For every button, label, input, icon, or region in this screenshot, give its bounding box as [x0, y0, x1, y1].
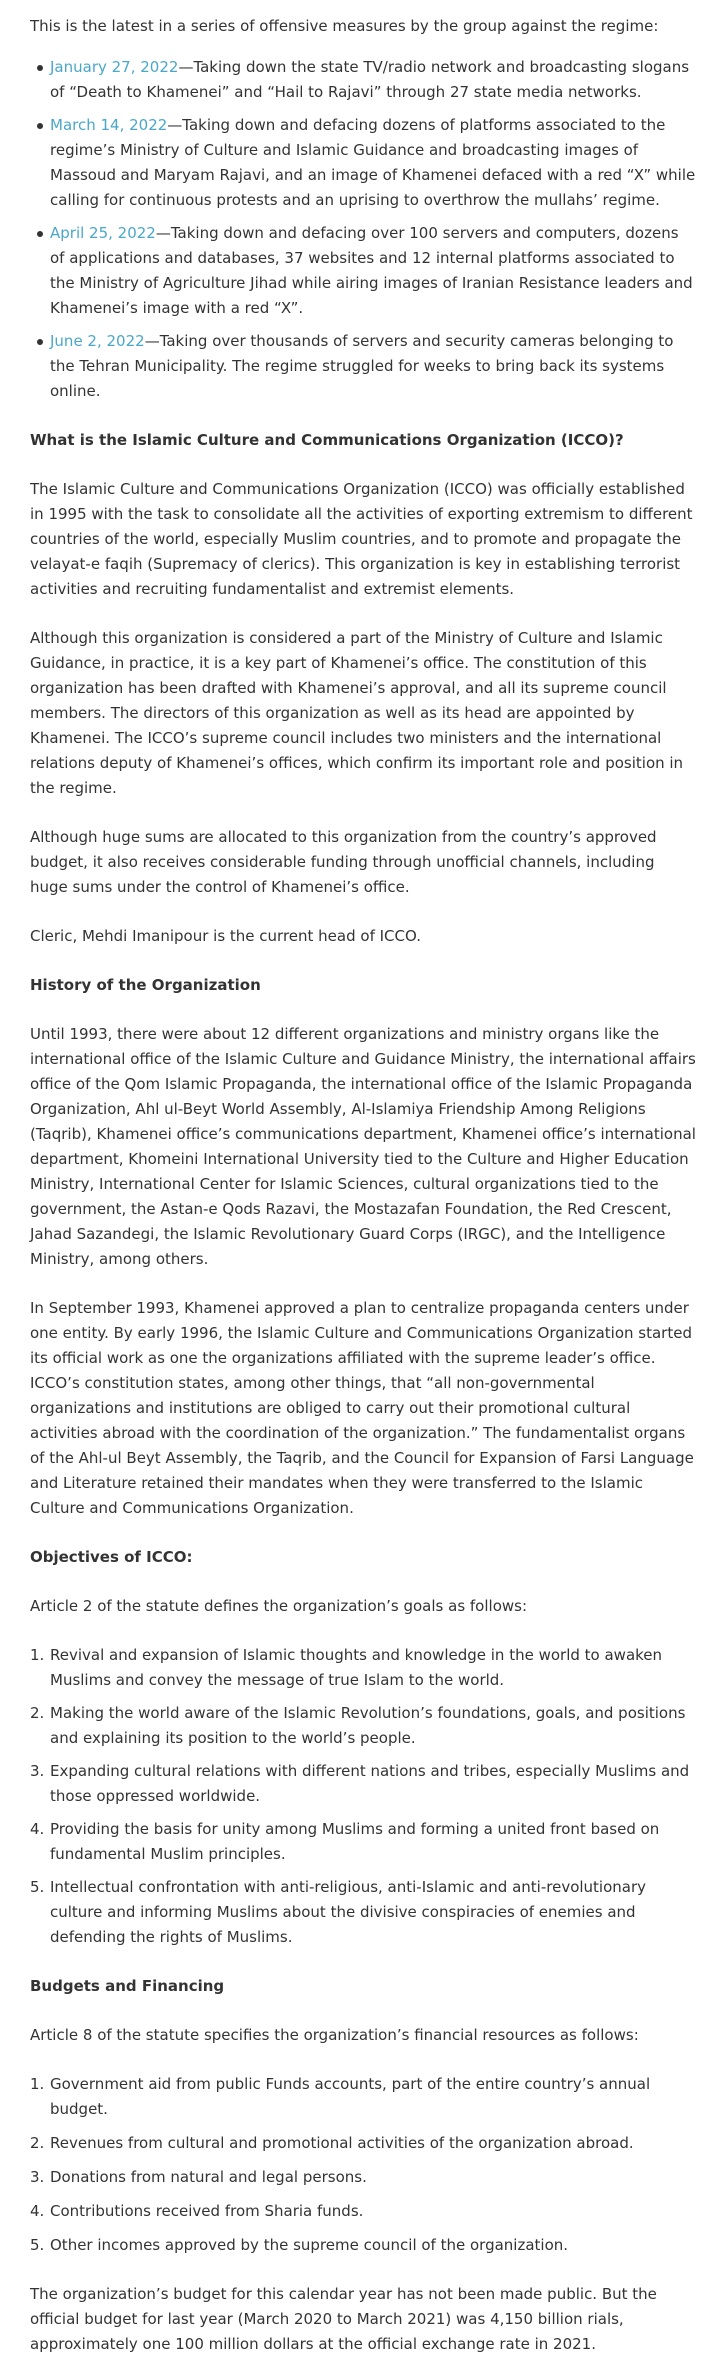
budget-closing: The organization’s budget for this calendar year has not been made public. But the official budget for last year (March 2020 to March 2021) was 4,150 billion rials, approximately one 100 million dollars at the official exchange rate in 2021.: [30, 2285, 657, 2353]
list-item: 3. Donations from natural and legal persons.: [30, 2168, 367, 2186]
objectives-list: [30, 1643, 697, 1950]
objectives-lead: Article 2 of the statute defines the organization’s goals as follows:: [30, 1597, 528, 1615]
date-link[interactable]: January 27, 2022: [50, 58, 179, 76]
list-item: 1. Revival and expansion of Islamic thoughts and knowledge in the world to awaken Muslims and convey the message of true Islam to the world.: [30, 1646, 663, 1689]
list-item: 2. Revenues from cultural and promotional activities of the organization abroad.: [30, 2134, 634, 2152]
list-item: 3. Expanding cultural relations with different nations and tribes, especially Muslims and those oppressed worldwide.: [30, 1762, 690, 1805]
list-item: 2. Making the world aware of the Islamic Revolution’s foundations, goals, and positions and explaining its position to the world’s people.: [30, 1704, 686, 1747]
date-link[interactable]: June 2, 2022: [50, 332, 145, 350]
paragraph: Until 1993, there were about 12 different organizations and ministry organs like the international office of the Islamic Culture and Guidance Ministry, the international affairs office of the Qom Islamic Propaganda, the international office of the Islamic Propaganda Organization, Ahl ul-Beyt World Assembly, Al-Islamiya Friendship Among Religions (Taqrib), Khamenei office’s communications department, Khamenei office’s international department, Khomeini International University tied to the Culture and Higher Education Ministry, International Center for Islamic Sciences, cultural organizations tied to the government, the Astan-e Qods Razavi, the Mostazafan Foundation, the Red Crescent, Jahad Sazandegi, the Islamic Revolutionary Guard Corps (IRGC), and the Intelligence Ministry, among others.: [30, 1025, 696, 1268]
list-item: 5. Intellectual confrontation with anti-religious, anti-Islamic and anti-revolutionary culture and informing Muslims about the divisive conspiracies of enemies and defending the rights of Muslims.: [30, 1878, 647, 1946]
intro-text: This is the latest in a series of offensive measures by the group against the regime:: [30, 17, 659, 35]
budget-list: [30, 2072, 697, 2258]
list-item: 5. Other incomes approved by the supreme council of the organization.: [30, 2236, 569, 2254]
list-item: 4. Contributions received from Sharia funds.: [30, 2202, 364, 2220]
list-item: 1. Government aid from public Funds accounts, part of the entire country’s annual budget.: [30, 2075, 651, 2118]
list-item: April 25, 2022—Taking down and defacing over 100 servers and computers, dozens of applications and databases, 37 websites and 12 internal platforms associated to the Ministry of Agriculture Jihad while airing images of Iranian Resistance leaders and Khamenei’s image with a red “X”.: [50, 221, 697, 321]
section-heading-icco: What is the Islamic Culture and Communications Organization (ICCO)?: [30, 431, 624, 449]
date-link[interactable]: April 25, 2022: [50, 224, 156, 242]
list-item: January 27, 2022—Taking down the state TV/radio network and broadcasting slogans of “Death to Khamenei” and “Hail to Rajavi” through 27 state media networks.: [50, 55, 697, 105]
section-heading-budget: Budgets and Financing: [30, 1977, 225, 1995]
paragraph: Cleric, Mehdi Imanipour is the current head of ICCO.: [30, 927, 421, 945]
date-link[interactable]: March 14, 2022: [50, 116, 168, 134]
list-item: June 2, 2022—Taking over thousands of servers and security cameras belonging to the Tehran Municipality. The regime struggled for weeks to bring back its systems online.: [50, 329, 697, 404]
paragraph: Although this organization is considered a part of the Ministry of Culture and Islamic Guidance, in practice, it is a key part of Khamenei’s office. The constitution of this organization has been drafted with Khamenei’s approval, and all its supreme council members. The directors of this organization as well as its head are appointed by Khamenei. The ICCO’s supreme council includes two ministers and the international relations deputy of Khamenei’s offices, which confirm its important role and position in the regime.: [30, 629, 684, 797]
list-item: 4. Providing the basis for unity among Muslims and forming a united front based on fundamental Muslim principles.: [30, 1820, 660, 1863]
paragraph: Although huge sums are allocated to this organization from the country’s approved budget, it also receives considerable funding through unofficial channels, including huge sums under the control of Khamenei’s office.: [30, 828, 657, 896]
section-heading-history: History of the Organization: [30, 976, 261, 994]
list-item: March 14, 2022—Taking down and defacing dozens of platforms associated to the regime’s Ministry of Culture and Islamic Guidance and broadcasting images of Massoud and Maryam Rajavi, and an image of Khamenei defaced with a red “X” while calling for continuous protests and an uprising to overthrow the mullahs’ regime.: [50, 113, 697, 213]
section-heading-objectives: Objectives of ICCO:: [30, 1548, 193, 1566]
attack-list: [30, 55, 697, 404]
paragraph: The Islamic Culture and Communications Organization (ICCO) was officially established in 1995 with the task to consolidate all the activities of exporting extremism to different countries of the world, especially Muslim countries, and to promote and propagate the velayat-e faqih (Supremacy of clerics). This organization is key in establishing terrorist activities and recruiting fundamentalist and extremist elements.: [30, 480, 693, 598]
paragraph: In September 1993, Khamenei approved a plan to centralize propaganda centers under one entity. By early 1996, the Islamic Culture and Communications Organization started its official work as one the organizations affiliated with the supreme leader’s office. ICCO’s constitution states, among other things, that “all non-governmental organizations and institutions are obliged to carry out their promotional cultural activities abroad with the coordination of the organization.” The fundamentalist organs of the Ahl-ul Beyt Assembly, the Taqrib, and the Council for Expansion of Farsi Language and Literature retained their mandates when they were transferred to the Islamic Culture and Communications Organization.: [30, 1299, 694, 1517]
budget-lead: Article 8 of the statute specifies the organization’s financial resources as follows:: [30, 2026, 639, 2044]
